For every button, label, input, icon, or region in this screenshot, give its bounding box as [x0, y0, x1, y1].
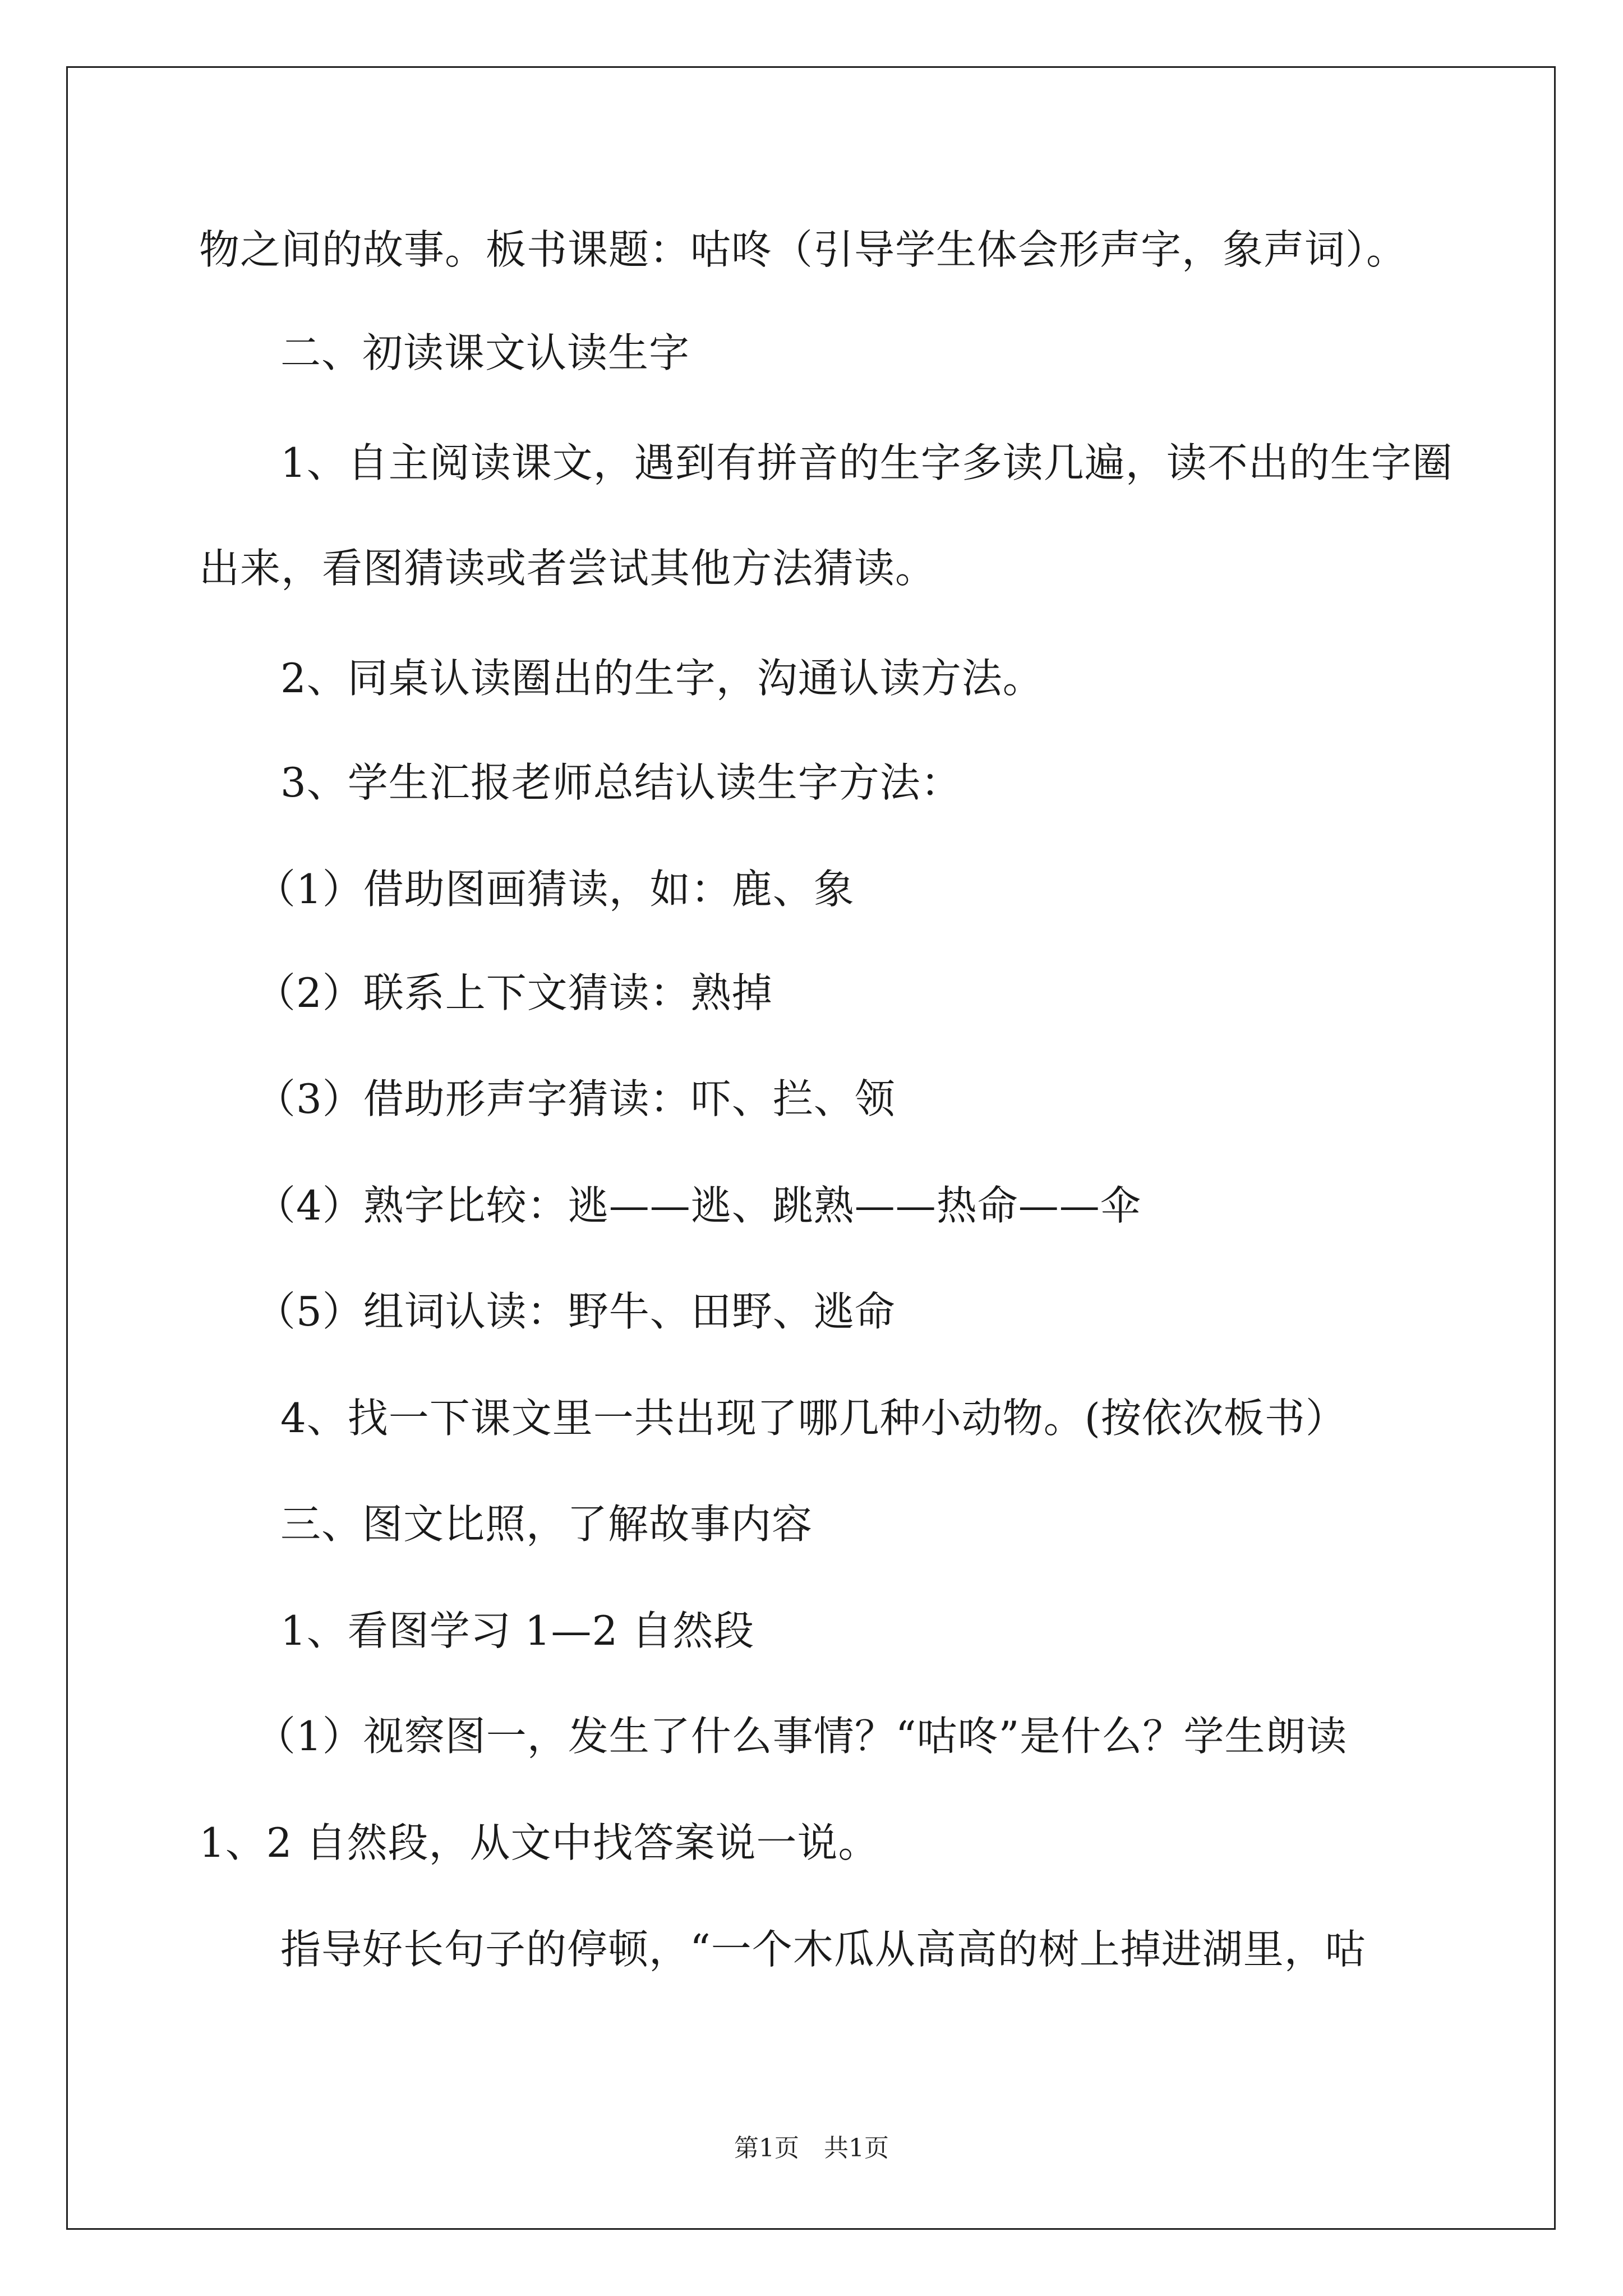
text-line-14: 1、看图学习 1—2 自然段 [280, 1607, 755, 1654]
list-item-5: （5）组词认读：野牛、田野、逃命 [255, 1288, 896, 1335]
text-line-1: 物之间的故事。板书课题：咕咚（引导学生体会形声字，象声词）。 [199, 226, 1408, 273]
list-item-1: （1）借助图画猜读，如：鹿、象 [255, 866, 855, 913]
list-item-3: （3）借助形声字猜读：吓、拦、领 [255, 1075, 896, 1122]
list-item-4: （4）熟字比较：逃——逃、跳熟——热命——伞 [255, 1182, 1141, 1229]
section-heading-2: 二、初读课文认读生字 [280, 329, 690, 376]
page-border [66, 66, 1556, 2230]
list-item-2: （2）联系上下文猜读：熟掉 [255, 969, 773, 1016]
text-line-3: 1、自主阅读课文，遇到有拼音的生字多读几遍，读不出的生字圈 [280, 439, 1453, 486]
text-line-12: 4、找一下课文里一共出现了哪几种小动物。(按依次板书） [280, 1395, 1347, 1442]
text-line-17: 指导好长句子的停顿，“一个木瓜从高高的树上掉进湖里，咕 [280, 1926, 1366, 1973]
text-line-16: 1、2 自然段，从文中找答案说一说。 [199, 1819, 879, 1866]
page-footer: 第1页 共1页 [734, 2134, 889, 2162]
text-line-6: 3、学生汇报老师总结认读生字方法： [280, 759, 962, 806]
section-heading-3: 三、图文比照，了解故事内容 [280, 1501, 813, 1548]
text-line-5: 2、同桌认读圈出的生字，沟通认读方法。 [280, 655, 1044, 702]
text-line-15: （1）视察图一，发生了什么事情？“咕咚”是什么？学生朗读 [255, 1713, 1348, 1760]
text-line-4: 出来，看图猜读或者尝试其他方法猜读。 [199, 545, 937, 592]
